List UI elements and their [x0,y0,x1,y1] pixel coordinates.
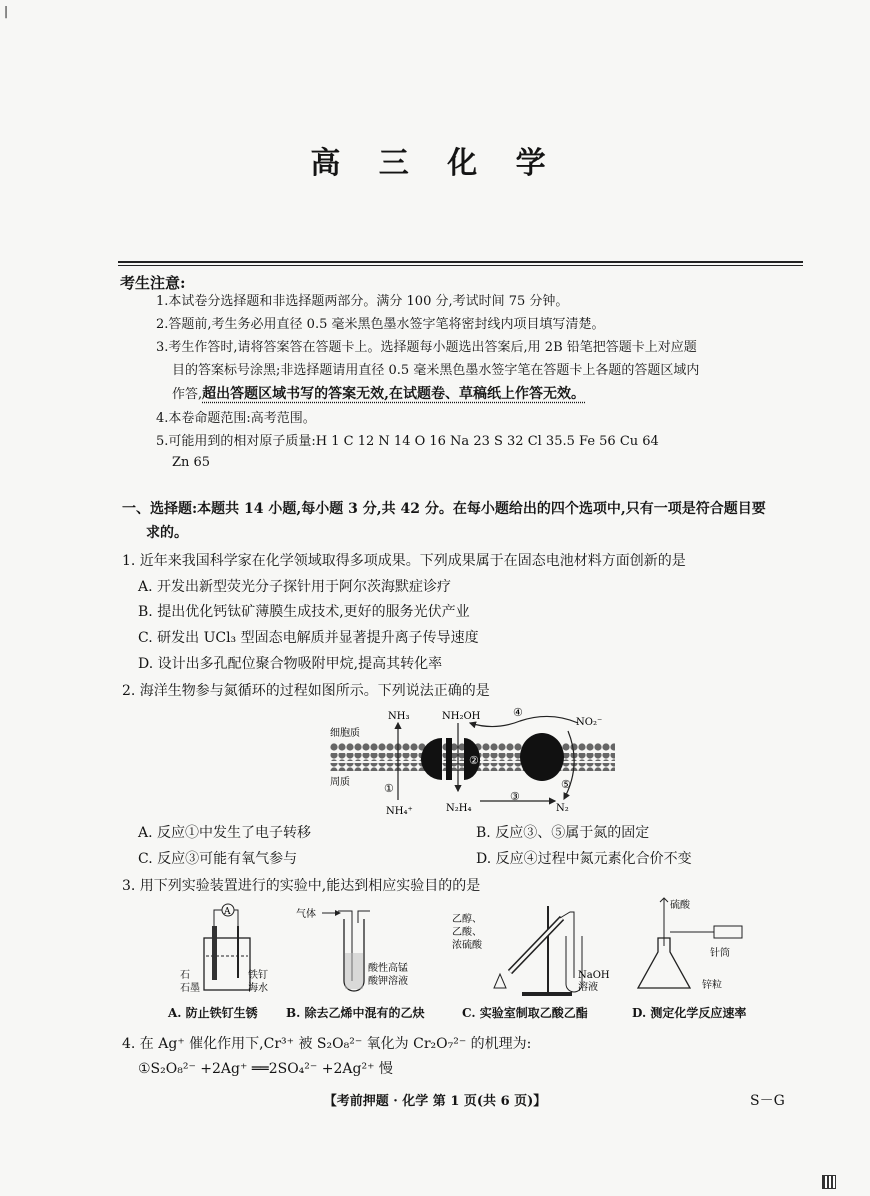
qr-code-icon [822,1175,836,1189]
apparatus-c [452,896,622,1000]
label-qiti: 气体 [296,909,316,920]
divider-top [118,261,803,263]
label-naoh-solution: 溶液 [578,982,598,993]
q2-option-a: A. 反应①中发生了电子转移 [138,825,312,841]
nitrogen-cycle-diagram [330,703,620,815]
apparatus-d [636,896,756,1000]
funnel-arrow [660,898,668,912]
label-no2: NO₂⁻ [576,717,603,728]
arrow-reaction-4 [470,716,578,726]
q3-option-a: A. 防止铁钉生锈 [168,1006,258,1020]
margin-mark: | [4,4,9,18]
q1-option-b: B. 提出优化钙钛矿薄膜生成技术,更好的服务光伏产业 [138,604,470,620]
q2-stem: 2. 海洋生物参与氮循环的过程如图所示。下列说法正确的是 [122,683,490,699]
label-r2: ② [469,754,479,767]
reaction-tube-inner [510,918,562,972]
q1-option-a: A. 开发出新型荧光分子探针用于阿尔茨海默症诊疗 [138,579,452,595]
label-gaomeng-2: 酸钾溶液 [368,976,408,987]
q2-option-c: C. 反应③可能有氧气参与 [138,851,298,867]
page-title: 高 三 化 学 [310,146,560,181]
label-yichun-2: 乙酸、 [452,927,482,938]
apparatus-a [180,898,290,998]
notice-heading: 考生注意: [120,274,186,292]
apparatus-b [296,903,426,998]
label-periplasm: 周质 [330,777,350,788]
q3-option-b: B. 除去乙烯中混有的乙炔 [286,1006,425,1020]
graphite-electrode [212,926,217,980]
section-line-2: 求的。 [146,525,188,541]
q3-stem: 3. 用下列实验装置进行的实验中,能达到相应实验目的的是 [122,878,481,894]
q3-option-d: D. 测定化学反应速率 [632,1006,747,1020]
beaker-a [204,938,250,990]
q1-option-c: C. 研发出 UCl₃ 型固态电解质并显著提升离子传导速度 [138,630,479,646]
notice-item-3-cont2 [172,383,822,406]
q1-option-d: D. 设计出多孔配位聚合物吸附甲烷,提高其转化率 [138,656,443,672]
label-n2h4: N₂H₄ [446,803,472,814]
label-cytoplasm: 细胞质 [330,728,360,739]
protein-enzyme [520,733,564,781]
label-xinli: 锌粒 [702,980,722,991]
label-r4: ④ [513,706,523,719]
notice-item-1: 1.本试卷分选择题和非选择题两部分。满分 100 分,考试时间 75 分钟。 [156,294,569,309]
label-nh2oh: NH₂OH [442,711,481,722]
notice-item-5-cont: Zn 65 [172,455,211,470]
label-gaomeng-1: 酸性高锰 [368,963,408,974]
label-yichun-1: 乙醇、 [452,914,482,925]
divider-bottom [118,265,803,266]
syringe [714,926,742,938]
label-liusuan: 硫酸 [670,900,690,911]
section-heading [122,497,812,545]
label-yichun-3: 浓硫酸 [452,940,482,951]
label-zhentong: 针筒 [710,948,730,959]
q3-option-c: C. 实验室制取乙酸乙酯 [462,1006,588,1020]
notice-item-3-cont: 目的答案标号涂黑;非选择题请用直径 0.5 毫米黑色墨水签字笔在答题卡上各题的答题区域内 [172,363,700,378]
notice-item-3-tail: 作答, [172,387,203,402]
q2-option-d: D. 反应④过程中氮元素化合价不变 [476,851,692,867]
label-haishui: 海水 [248,983,268,994]
q1-stem: 1. 近年来我国科学家在化学领域取得多项成果。下列成果属于在固态电池材料方面创新的是 [122,553,686,569]
label-r1: ① [384,782,394,795]
section-line-1: 一、选择题:本题共 14 小题,每小题 3 分,共 42 分。在每小题给出的四个选项中,只有一项是符合题目要 [122,501,766,517]
notice-item-4: 4.本卷命题范围:高考范围。 [156,411,316,426]
label-nh3: NH₃ [388,711,410,722]
label-naoh: NaOH [578,970,610,981]
notice-emphasis: 超出答题区域书写的答案无效,在试题卷、草稿纸上作答无效。 [202,386,586,402]
paper-code: S－G [750,1093,785,1109]
label-nh4: NH₄⁺ [386,806,413,815]
page-footer: 【考前押题 · 化学 第 1 页(共 6 页)】 [323,1094,547,1109]
label-r3: ③ [510,790,520,803]
kmno4-solution [345,953,363,989]
notice-item-5: 5.可能用到的相对原子质量:H 1 C 12 N 14 O 16 Na 23 S 32 Cl 35.5 Fe 56 Cu 64 [156,434,659,449]
q2-option-b: B. 反应③、⑤属于氮的固定 [476,825,650,841]
label-r5: ⑤ [561,778,571,791]
notice-item-3: 3.考生作答时,请将答案答在答题卡上。选择题每小题选出答案后,用 2B 铅笔把答题卡上对应题 [156,340,697,355]
q4-stem: 4. 在 Ag⁺ 催化作用下,Cr³⁺ 被 S₂O₈²⁻ 氧化为 Cr₂O₇²⁻ 的机理为: [122,1036,532,1052]
label-shimo: 石墨 [180,983,200,994]
ammeter-label: A [224,907,231,917]
label-n2: N₂ [556,803,569,814]
stand-base [522,992,572,996]
q4-step-1: ①S₂O₈²⁻ +2Ag⁺ ══2SO₄²⁻ +2Ag²⁺ 慢 [138,1061,393,1077]
label-tieding: 铁钉 [248,970,268,981]
alcohol-lamp [494,974,506,988]
notice-item-2: 2.答题前,考生务必用直径 0.5 毫米黑色墨水签字笔将密封线内项目填写清楚。 [156,317,605,332]
label-shimo-1: 石 [180,970,190,981]
